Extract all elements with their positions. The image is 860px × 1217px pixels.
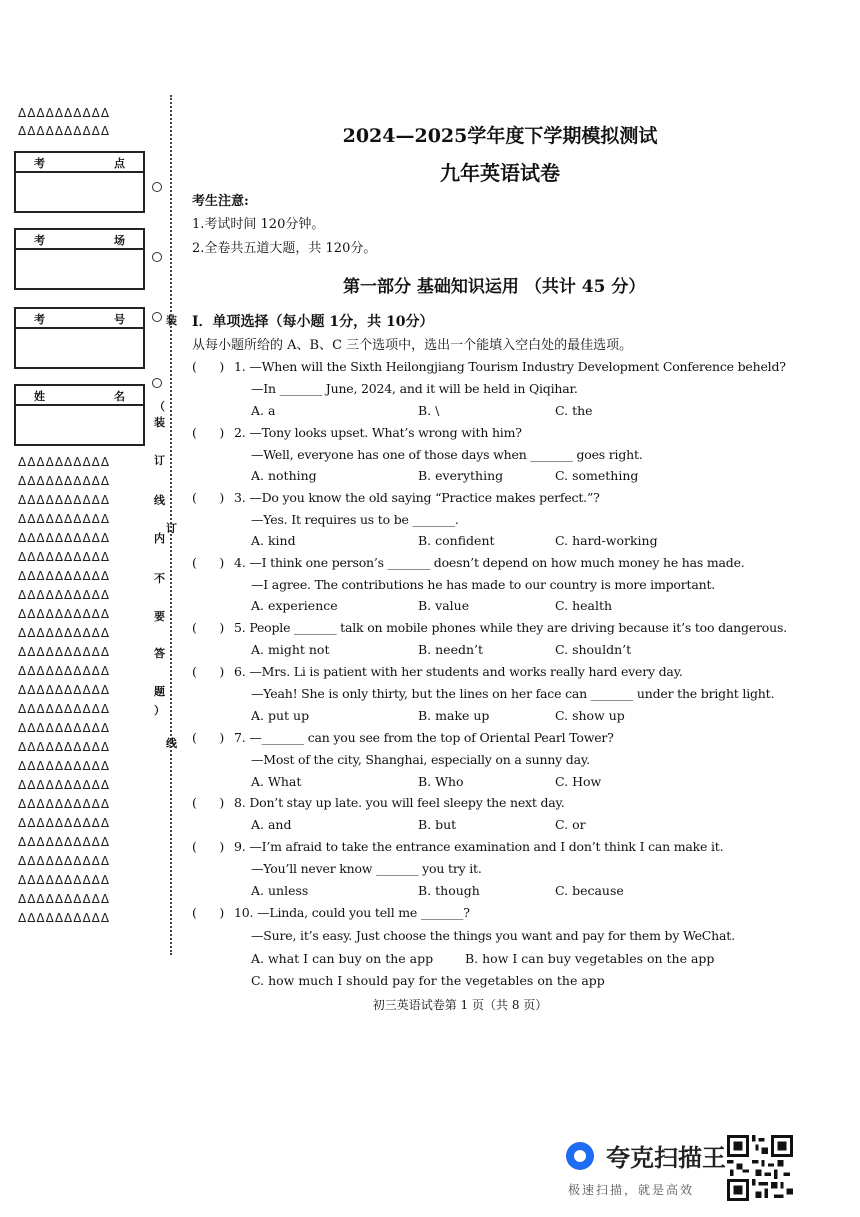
question: ( ) 3. —Do you know the old saying “Practice makes perfect.”?	[192, 490, 600, 505]
question-number: 1.	[234, 359, 246, 374]
binding-hole	[152, 378, 162, 388]
question-line: —Yes. It requires us to be _______.	[251, 512, 459, 527]
question-line: —I’m afraid to take the entrance examination and I don’t think I can make it.	[249, 839, 724, 854]
question-number: 10.	[234, 905, 254, 920]
field-label: 场	[114, 234, 125, 247]
option-a: A. a	[251, 403, 276, 418]
option-b: B. Who	[418, 774, 464, 789]
field-label: 姓	[34, 390, 45, 403]
option-b: B. everything	[418, 468, 504, 483]
triangle-row: ΔΔΔΔΔΔΔΔΔΔ	[18, 607, 111, 621]
triangle-row: ΔΔΔΔΔΔΔΔΔΔ	[18, 683, 111, 697]
option-c: C. something	[555, 468, 639, 483]
option-c: C. or	[555, 817, 586, 832]
option-a: A. unless	[251, 883, 309, 898]
question-number: 8.	[234, 795, 246, 810]
question-line: —In _______ June, 2024, and it will be held in Qiqihar.	[251, 381, 578, 396]
question-number: 5.	[234, 620, 246, 635]
page-footer: 初三英语试卷第 1 页（共 8 页）	[372, 998, 548, 1012]
triangle-row: ΔΔΔΔΔΔΔΔΔΔ	[18, 588, 111, 602]
binding-char: 不	[154, 572, 165, 585]
instruction: 从每小题所给的 A、B、C 三个选项中，选出一个能填入空白处的最佳选项。	[192, 338, 633, 353]
field-label: 考	[34, 313, 45, 326]
triangle-row: ΔΔΔΔΔΔΔΔΔΔ	[18, 721, 111, 735]
triangle-row: ΔΔΔΔΔΔΔΔΔΔ	[18, 124, 111, 138]
brand-slogan: 极速扫描，就是高效	[568, 1183, 695, 1197]
option-b: B. needn’t	[418, 642, 484, 657]
question: ( ) 10. —Linda, could you tell me _______?	[192, 905, 470, 920]
binding-char: 订	[154, 454, 165, 467]
question-line: —I agree. The contributions he has made to our country is more important.	[251, 577, 716, 592]
question-number: 4.	[234, 555, 246, 570]
option-c: C. health	[555, 598, 613, 613]
option-c: C. show up	[555, 708, 625, 723]
triangle-row: ΔΔΔΔΔΔΔΔΔΔ	[18, 664, 111, 678]
question-line: People _______ talk on mobile phones while they are driving because it’s too dangerous.	[249, 620, 787, 635]
section-title: 第一部分 基础知识运用 （共计 45 分）	[343, 277, 646, 297]
question: ( ) 2. —Tony looks upset. What’s wrong with him?	[192, 425, 522, 440]
triangle-row: ΔΔΔΔΔΔΔΔΔΔ	[18, 911, 111, 925]
question-number: 7.	[234, 730, 246, 745]
question-line: —When will the Sixth Heilongjiang Tourism Industry Development Conference beheld?	[249, 359, 786, 374]
option-b: B. though	[418, 883, 480, 898]
triangle-row: ΔΔΔΔΔΔΔΔΔΔ	[18, 474, 111, 488]
question: ( ) 8. Don’t stay up late. you will feel sleepy the next day.	[192, 795, 565, 810]
binding-char: 线	[154, 494, 165, 507]
question-line: —Do you know the old saying “Practice makes perfect.”?	[249, 490, 600, 505]
student-name-box	[14, 384, 145, 446]
option-c: C. shouldn’t	[555, 642, 632, 657]
triangle-row: ΔΔΔΔΔΔΔΔΔΔ	[18, 702, 111, 716]
triangle-row: ΔΔΔΔΔΔΔΔΔΔ	[18, 493, 111, 507]
binding-hole	[152, 312, 162, 322]
option-b: B. confident	[418, 533, 495, 548]
notice-item: 2.全卷共五道大题，共 120分。	[192, 241, 377, 256]
question-number: 3.	[234, 490, 246, 505]
notice-heading: 考生注意:	[192, 194, 249, 209]
option-a: A. experience	[251, 598, 338, 613]
notice-item: 1.考试时间 120分钟。	[192, 217, 325, 232]
question: ( ) 1. —When will the Sixth Heilongjiang Tourism Industry Development Conference beheld?	[192, 359, 786, 374]
triangle-row: ΔΔΔΔΔΔΔΔΔΔ	[18, 759, 111, 773]
question-line: Don’t stay up late. you will feel sleepy the next day.	[249, 795, 565, 810]
binding-char: 题	[154, 685, 165, 698]
question-line: —You’ll never know _______ you try it.	[251, 861, 482, 876]
question: ( ) 4. —I think one person’s _______ doesn’t depend on how much money he has made.	[192, 555, 745, 570]
exam-room-box	[14, 228, 145, 290]
option-c: C. the	[555, 403, 593, 418]
quark-logo-icon	[566, 1142, 594, 1170]
field-label: 考	[34, 157, 45, 170]
question-line: —Mrs. Li is patient with her students and works really hard every day.	[249, 664, 683, 679]
option-b: B. but	[418, 817, 457, 832]
binding-char: 订	[166, 522, 177, 535]
question-number: 9.	[234, 839, 246, 854]
option-b: B. value	[418, 598, 470, 613]
question-line: —Well, everyone has one of those days when _______ goes right.	[251, 447, 643, 462]
brand-name: 夸克扫描王	[606, 1144, 726, 1172]
question-line: —Most of the city, Shanghai, especially on a sunny day.	[251, 752, 590, 767]
question: ( ) 6. —Mrs. Li is patient with her students and works really hard every day.	[192, 664, 683, 679]
binding-char: 答	[154, 647, 165, 660]
option-a: A. What	[251, 774, 302, 789]
triangle-row: ΔΔΔΔΔΔΔΔΔΔ	[18, 455, 111, 469]
triangle-row: ΔΔΔΔΔΔΔΔΔΔ	[18, 106, 111, 120]
triangle-row: ΔΔΔΔΔΔΔΔΔΔ	[18, 892, 111, 906]
triangle-row: ΔΔΔΔΔΔΔΔΔΔ	[18, 626, 111, 640]
field-label: 号	[114, 313, 125, 326]
exam-number-box	[14, 307, 145, 369]
option-c: C. How	[555, 774, 602, 789]
question-line: —Linda, could you tell me _______?	[257, 905, 470, 920]
field-label: 名	[114, 390, 125, 403]
part-heading: I．单项选择（每小题 1分，共 10分）	[192, 314, 434, 330]
triangle-row: ΔΔΔΔΔΔΔΔΔΔ	[18, 778, 111, 792]
question: ( ) 5. People _______ talk on mobile phones while they are driving because it’s too dangerous.	[192, 620, 787, 635]
triangle-row: ΔΔΔΔΔΔΔΔΔΔ	[18, 797, 111, 811]
student-name-field[interactable]	[16, 406, 143, 444]
option-c: C. because	[555, 883, 624, 898]
triangle-row: ΔΔΔΔΔΔΔΔΔΔ	[18, 569, 111, 583]
option-a: A. put up	[251, 708, 310, 723]
field-label: 考	[34, 234, 45, 247]
binding-char: 装	[154, 416, 165, 429]
question: ( ) 7. —_______ can you see from the top of Oriental Pearl Tower?	[192, 730, 614, 745]
option-b: B. how I can buy vegetables on the app	[465, 951, 715, 966]
option-a: A. nothing	[251, 468, 317, 483]
option-a: A. what I can buy on the app	[251, 951, 434, 966]
triangle-row: ΔΔΔΔΔΔΔΔΔΔ	[18, 816, 111, 830]
binding-char: ）	[154, 704, 165, 717]
question-number: 2.	[234, 425, 246, 440]
binding-char: 线	[166, 737, 177, 750]
question-line: —Yeah! She is only thirty, but the lines on her face can _______ under the bright light.	[251, 686, 775, 701]
triangle-row: ΔΔΔΔΔΔΔΔΔΔ	[18, 835, 111, 849]
binding-hole	[152, 252, 162, 262]
question-line: —_______ can you see from the top of Oriental Pearl Tower?	[249, 730, 614, 745]
binding-char: （	[154, 400, 165, 413]
binding-char: 装	[166, 314, 177, 327]
triangle-row: ΔΔΔΔΔΔΔΔΔΔ	[18, 740, 111, 754]
exam-room-field[interactable]	[16, 250, 143, 288]
triangle-row: ΔΔΔΔΔΔΔΔΔΔ	[18, 550, 111, 564]
triangle-row: ΔΔΔΔΔΔΔΔΔΔ	[18, 512, 111, 526]
question-line: —Sure, it’s easy. Just choose the things you want and pay for them by WeChat.	[251, 928, 735, 943]
field-label: 点	[114, 157, 125, 170]
triangle-row: ΔΔΔΔΔΔΔΔΔΔ	[18, 854, 111, 868]
option-c: C. hard-working	[555, 533, 658, 548]
binding-char: 内	[154, 532, 165, 545]
question-line: —I think one person’s _______ doesn’t depend on how much money he has made.	[249, 555, 745, 570]
question-number: 6.	[234, 664, 246, 679]
option-a: A. and	[251, 817, 292, 832]
triangle-row: ΔΔΔΔΔΔΔΔΔΔ	[18, 645, 111, 659]
question: ( ) 9. —I’m afraid to take the entrance examination and I don’t think I can make it.	[192, 839, 724, 854]
triangle-row: ΔΔΔΔΔΔΔΔΔΔ	[18, 531, 111, 545]
binding-char: 要	[154, 610, 165, 623]
exam-subtitle: 九年英语试卷	[440, 161, 560, 185]
question-line: —Tony looks upset. What’s wrong with him?	[249, 425, 522, 440]
option-b: B. \	[418, 403, 440, 418]
exam-number-field[interactable]	[16, 329, 143, 367]
option-a: A. kind	[251, 533, 296, 548]
qr-code-icon	[727, 1135, 793, 1201]
exam-title: 2024—2025学年度下学期模拟测试	[342, 125, 658, 147]
option-a: A. might not	[251, 642, 330, 657]
triangle-row: ΔΔΔΔΔΔΔΔΔΔ	[18, 873, 111, 887]
option-b: B. make up	[418, 708, 490, 723]
option-c: C. how much I should pay for the vegetables on the app	[251, 973, 605, 988]
